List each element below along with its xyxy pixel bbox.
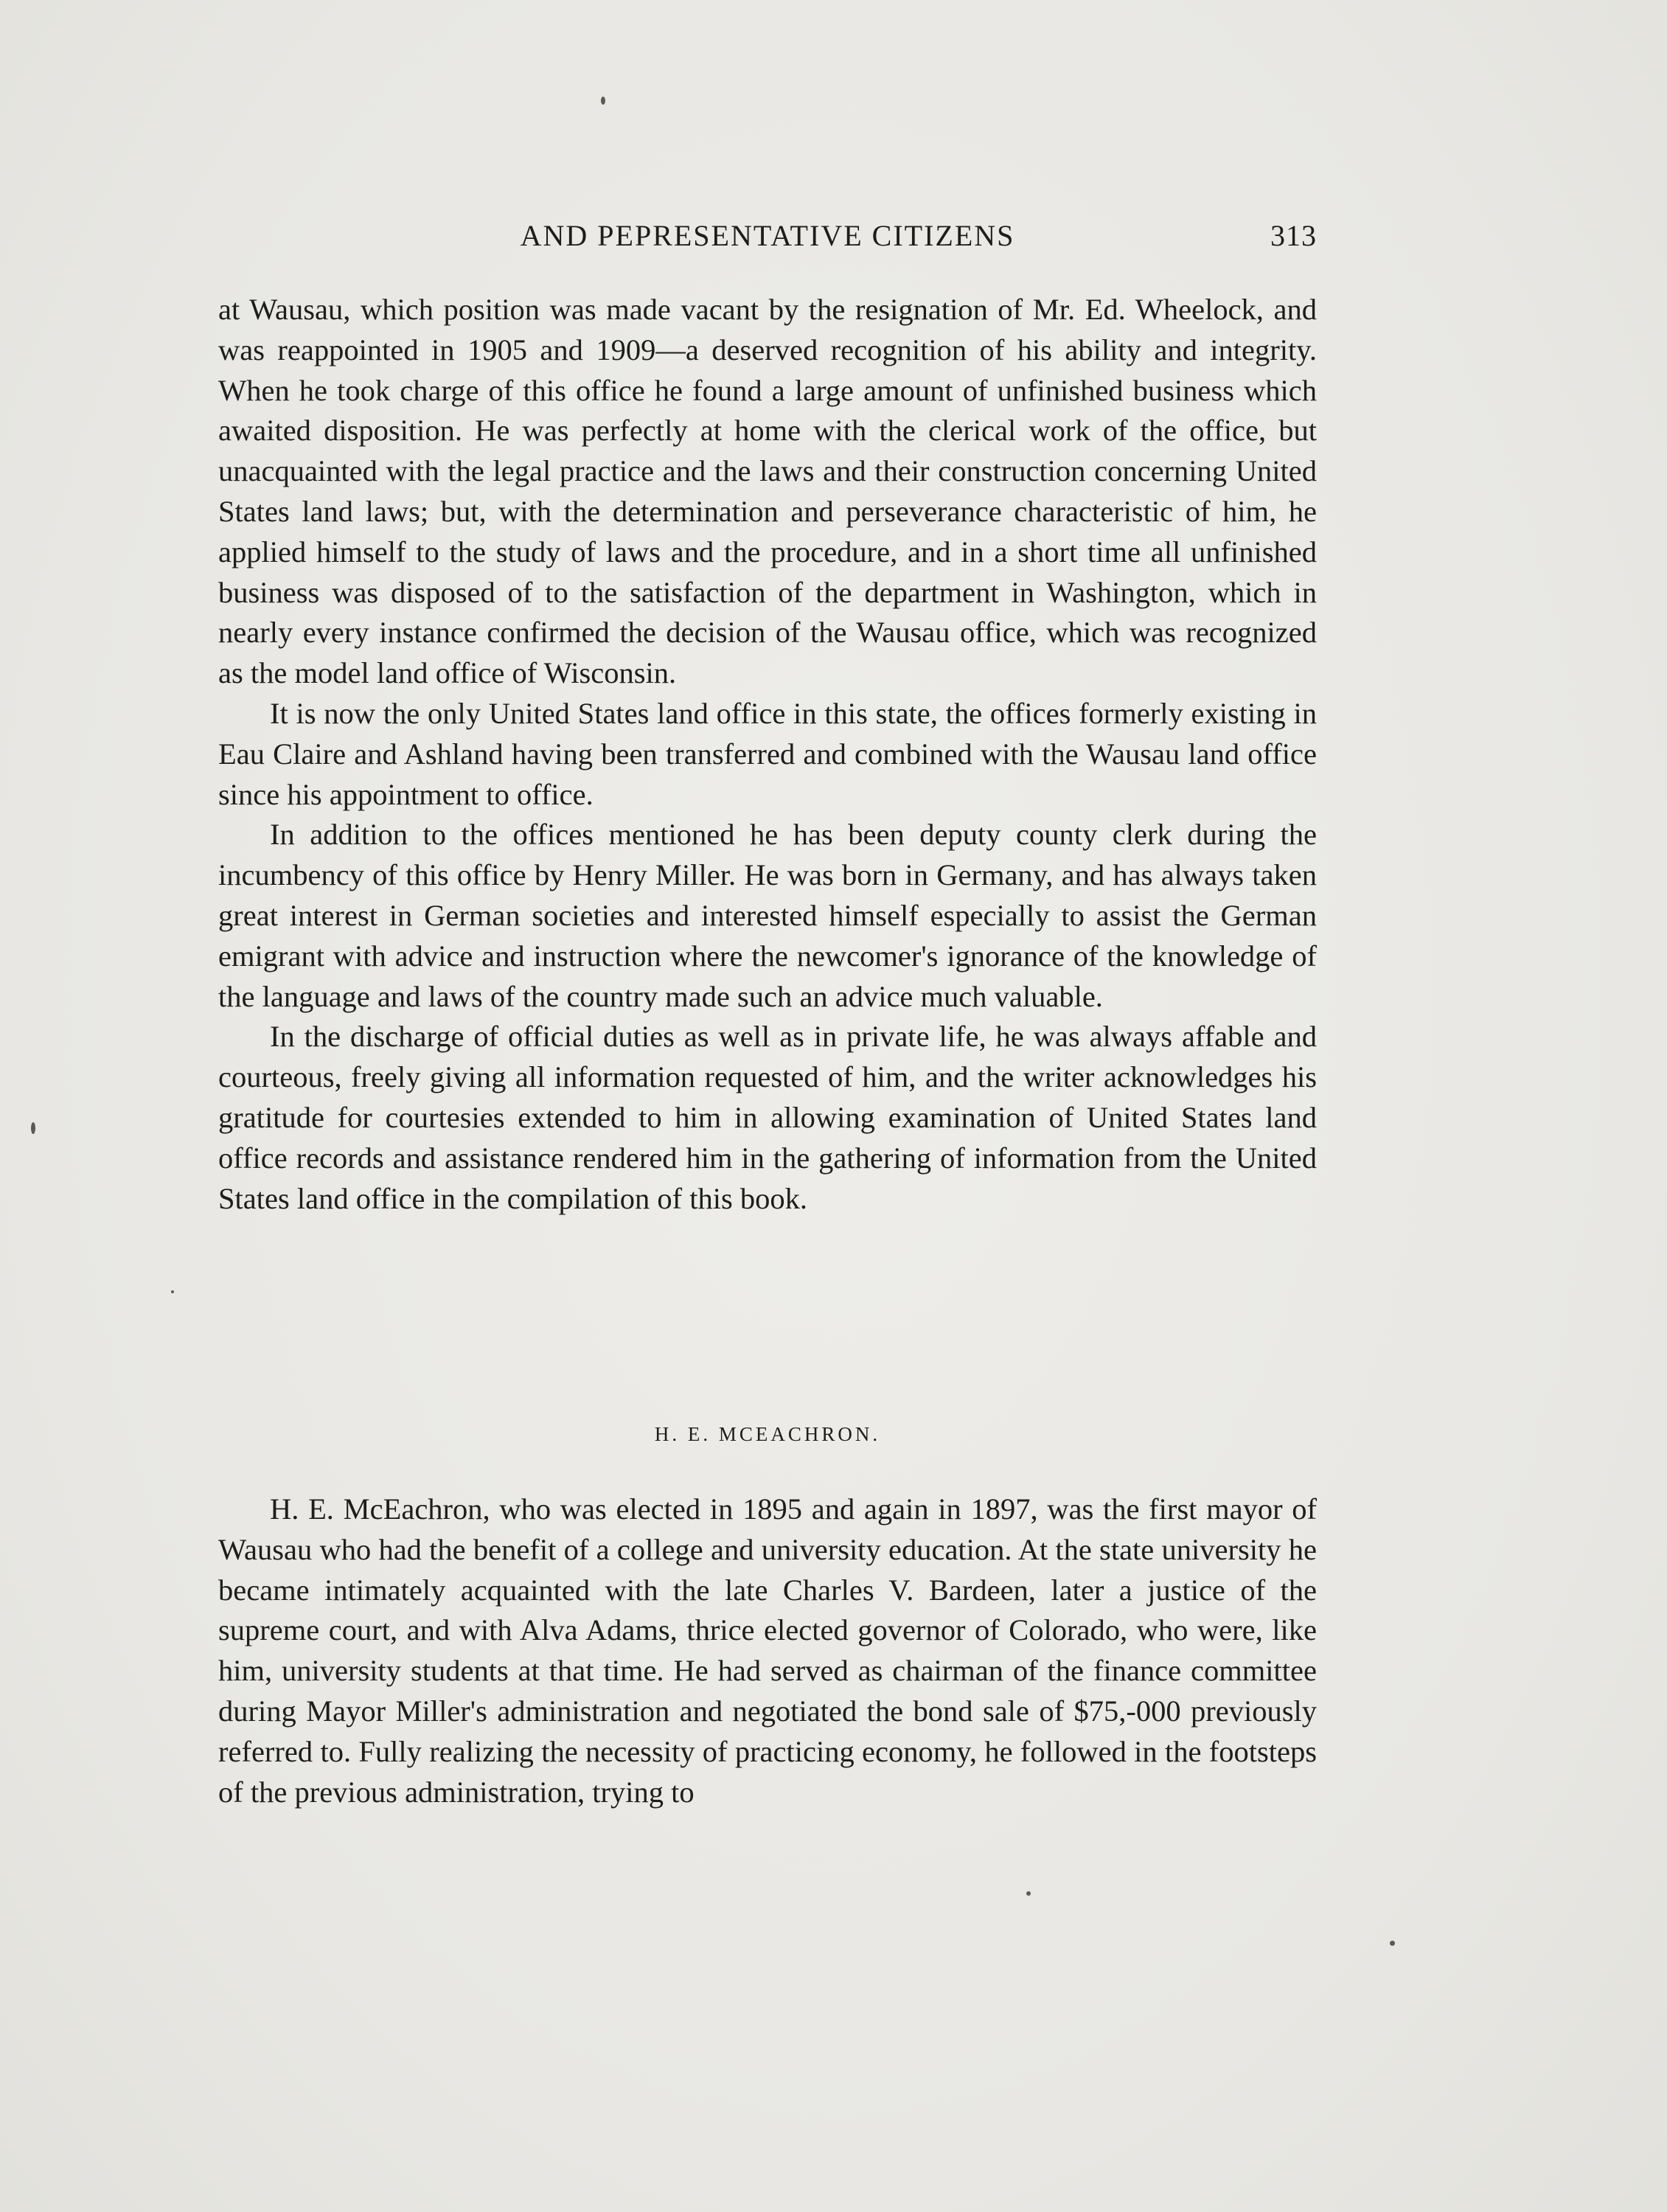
paper-speck [601, 97, 605, 105]
paragraph-official-duties: In the discharge of official duties as well as in private life, he was always affable and courteous, freely giving all information requested of him, and the writer acknowledges his gratitude for courtesies extended to him in allowing examination of United States land office records and assistance rendered him in the gathering of information from the United States land office in the compilation of this book. [218, 1020, 1317, 1215]
section-heading: H. E. MCEACHRON. [654, 1423, 881, 1445]
paragraph-land-office: It is now the only United States land office in this state, the offices formerly existing in Eau Claire and Ashland having been transferred and combined with the Wausau land office since his appointment to office. [218, 696, 1317, 811]
running-head [218, 218, 1317, 260]
paper-speck [1026, 1891, 1031, 1896]
paragraph-mceachron: H. E. McEachron, who was elected in 1895 and again in 1897, was the first mayor of Wausau who had the benefit of a college and university education. At the state university he became intimately acquainted with the late Charles V. Bardeen, later a justice of the supreme court, and with Alva Adams, thrice elected governor of Colorado, who were, like him, university students at that time. He had served as chairman of the finance committee during Mayor Miller's administration and negotiated the bond sale of $75,-000 previously referred to. Fully realizing the necessity of practicing economy, he followed in the footsteps of the previous administration, trying to [218, 1492, 1317, 1809]
page-number: 313 [1270, 219, 1317, 252]
paragraph-continuation: at Wausau, which position was made vacant by the resignation of Mr. Ed. Wheelock, and was reappointed in 1905 and 1909—a deserved recognition of his ability and integrity. When he took charge of this office he found a large amount of unfinished business which awaited disposition. He was perfectly at home with the clerical work of the office, but unacquainted with the legal practice and the laws and their construction concerning United States land laws; but, with the determination and perseverance characteristic of him, he applied himself to the study of laws and the procedure, and in a short time all unfinished business was disposed of to the satisfaction of the department in Washington, which in nearly every instance confirmed the decision of the Wausau office, which was recognized as the model land office of Wisconsin. [218, 293, 1317, 690]
paper-speck [1390, 1941, 1395, 1946]
paragraph-deputy-clerk: In addition to the offices mentioned he has been deputy county clerk during the incumbency of this office by Henry Miller. He was born in Germany, and has always taken great interest in German societies and interested himself especially to assist the German emigrant with advice and instruction where the newcomer's ignorance of the knowledge of the language and laws of the country made such an advice much valuable. [218, 818, 1317, 1013]
paper-speck [171, 1290, 174, 1293]
body-text-section-2 [218, 1489, 1317, 1812]
body-text-section-1 [218, 290, 1317, 1219]
running-title: AND PEPRESENTATIVE CITIZENS [520, 219, 1015, 252]
paper-speck [31, 1122, 35, 1134]
